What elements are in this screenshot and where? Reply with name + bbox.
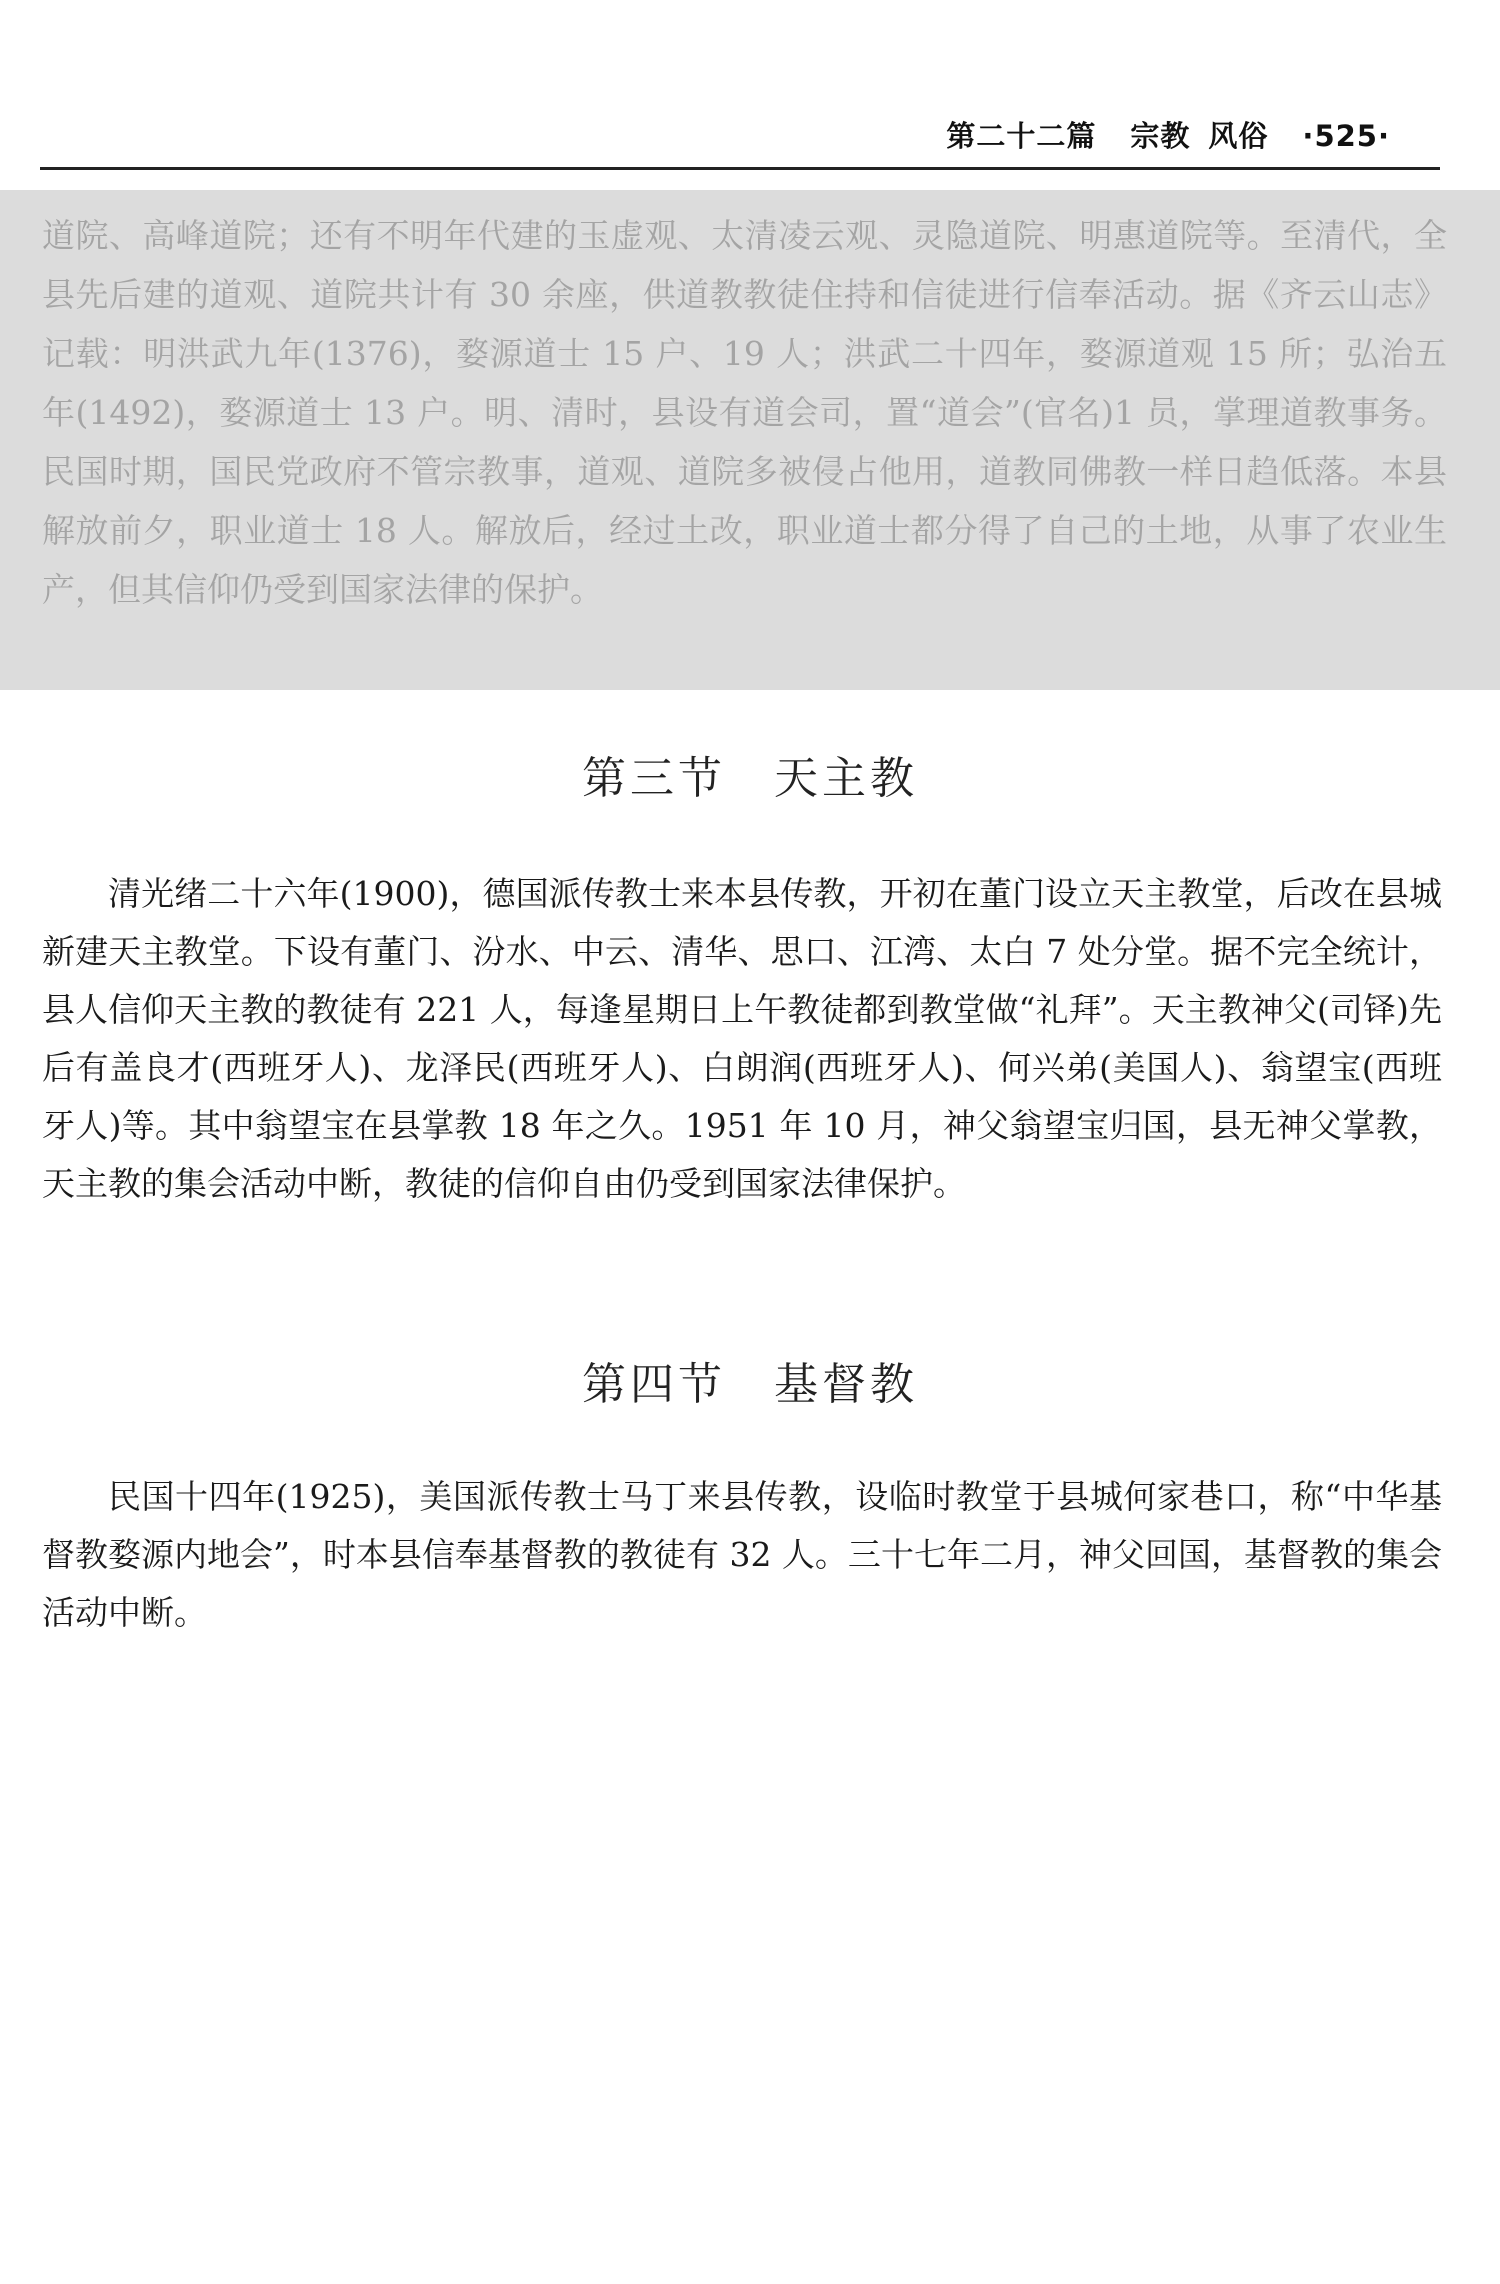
paragraph-catholicism: 清光绪二十六年(1900)，德国派传教士来本县传教，开初在董门设立天主教堂，后改在县城新建天主教堂。下设有董门、汾水、中云、清华、思口、江湾、太白 7 处分堂。据不完全统计，县人信仰天主教的教徒有 221 人，每逢星期日上午教徒都到教堂做“礼拜”。天主教神父(司铎)先后有盖良才(西班牙人)、龙泽民(西班牙人)、白朗润(西班牙人)、何兴弟(美国人)、翁望宝(西班牙人)等。其中翁望宝在县掌教 18 年之久。1951 年 10 月，神父翁望宝归国，县无神父掌教，天主教的集会活动中断，教徒的信仰自由仍受到国家法律保护。 <box>42 874 1442 1203</box>
section-heading-catholicism: 第三节 天主教 <box>582 753 918 804</box>
shaded-continuation-block <box>0 190 1500 690</box>
paragraph-christianity: 民国十四年(1925)，美国派传教士马丁来县传教，设临时教堂于县城何家巷口，称“中华基督教婺源内地会”，时本县信奉基督教的教徒有 32 人。三十七年二月，神父回国，基督教的集会活动中断。 <box>42 1477 1442 1632</box>
section-heading-christianity: 第四节 基督教 <box>582 1359 918 1410</box>
page-header <box>40 108 1440 170</box>
running-head <box>946 114 1390 155</box>
header-subtitle: 风俗 <box>1208 119 1269 153</box>
header-part: 第二十二篇 <box>946 119 1097 153</box>
header-title: 宗教 <box>1130 119 1191 153</box>
page-number: ·525· <box>1302 119 1390 153</box>
continued-paragraph-taoism: 道院、高峰道院；还有不明年代建的玉虚观、太清凌云观、灵隐道院、明惠道院等。至清代，全县先后建的道观、道院共计有 30 余座，供道教教徒住持和信徒进行信奉活动。据《齐云山志》记载：明洪武九年(1376)，婺源道士 15 户、19 人；洪武二十四年，婺源道观 15 所；弘治五年(1492)，婺源道士 13 户。明、清时，县设有道会司，置“道会”(官名)1 员，掌理道教事务。民国时期，国民党政府不管宗教事，道观、道院多被侵占他用，道教同佛教一样日趋低落。本县解放前夕，职业道士 18 人。解放后，经过土改，职业道士都分得了自己的土地，从事了农业生产，但其信仰仍受到国家法律的保护。 <box>42 216 1447 609</box>
